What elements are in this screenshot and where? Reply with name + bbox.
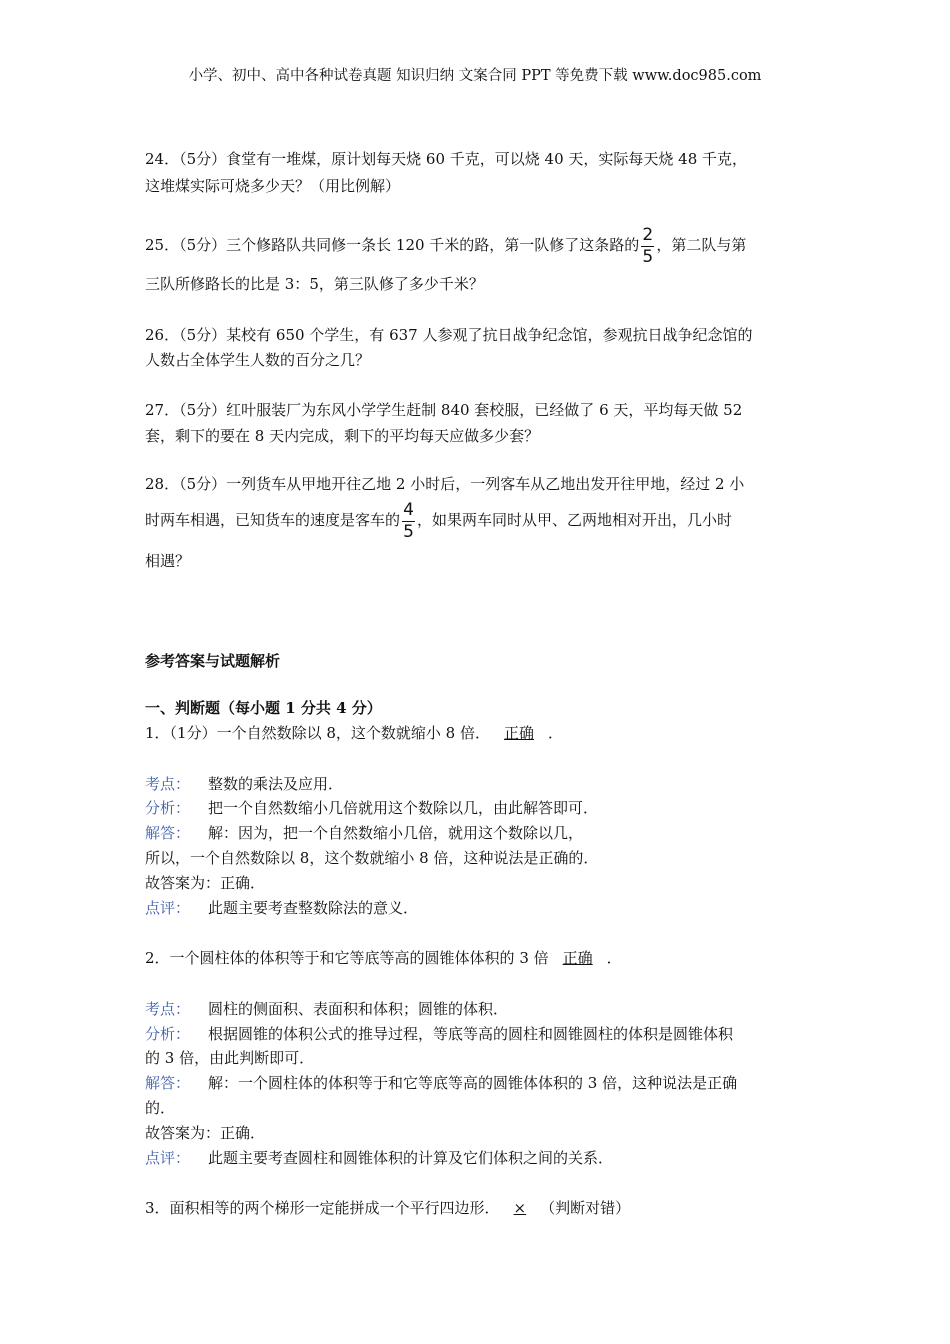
q28-text-a: 时两车相遇，已知货车的速度是客车的 (145, 511, 401, 529)
page-header: 小学、初中、高中各种试卷真题 知识归纳 文案合同 PPT 等免费下载 www.doc985.com (188, 68, 762, 84)
a1-jieda (145, 822, 583, 843)
q27-line2: 套，剩下的要在 8 天内完成，剩下的平均每天应做多少套？ (145, 427, 540, 445)
a2-kaodian (145, 998, 508, 1019)
answers-title: 参考答案与试题解析 (145, 652, 281, 670)
q25-fraction (641, 224, 654, 267)
q25-line2: 三队所修路长的比是 3：5，第三队修了多少千米？ (145, 275, 484, 293)
jieda-label: 解答： (145, 824, 191, 842)
q25-text-b: ，第二队与第 (656, 236, 747, 254)
a2-jieda-line3: 故答案为：正确． (145, 1124, 266, 1142)
fraction-denominator: 5 (403, 521, 414, 542)
a2-dianping (145, 1147, 613, 1168)
q25-text-a: 25．（5分）三个修路队共同修一条长 120 千米的路，第一队修了这条路的 (145, 236, 640, 254)
a1-answer: 正确 (503, 724, 534, 742)
a2-jieda (145, 1072, 737, 1093)
fenxi-label: 分析： (145, 1025, 191, 1043)
a2-question-text: 2．一个圆柱体的体积等于和它等底等高的圆锥体体积的 3 倍 (145, 949, 549, 967)
dianping-label: 点评： (145, 899, 191, 917)
a1-dianping (145, 897, 418, 918)
fraction-denominator: 5 (642, 246, 654, 267)
kaodian-label: 考点： (145, 775, 191, 793)
q28-text-b: ，如果两车同时从甲、乙两地相对开出，几小时 (417, 511, 733, 529)
q28-line1: 28．（5分）一列货车从甲地开往乙地 2 小时后，一列客车从乙地出发开往甲地，经过 2 小 (145, 475, 745, 493)
fenxi-label: 分析： (145, 799, 191, 817)
q27-line1: 27．（5分）红叶服装厂为东风小学学生赶制 840 套校服，已经做了 6 天，平均每天做 52 (145, 401, 743, 419)
a2-fenxi (145, 1023, 733, 1044)
q26-line2: 人数占全体学生人数的百分之几？ (145, 351, 371, 369)
dianping-label: 点评： (145, 1149, 191, 1167)
a1-jieda-line2: 所以，一个自然数除以 8，这个数就缩小 8 倍，这种说法是正确的． (145, 849, 599, 867)
a1-end: ． (548, 724, 564, 742)
a3-question (145, 1197, 630, 1218)
a1-kaodian (145, 773, 343, 794)
q24-line1: 24．（5分）食堂有一堆煤，原计划每天烧 60 千克，可以烧 40 天，实际每天烧 48 千克， (145, 150, 748, 168)
a2-jieda-text1: 解：一个圆柱体的体积等于和它等底等高的圆锥体体积的 3 倍，这种说法是正确 (208, 1074, 738, 1092)
a2-dianping-text: 此题主要考查圆柱和圆锥体积的计算及它们体积之间的关系． (208, 1149, 614, 1167)
q28-line3: 相遇？ (145, 552, 191, 570)
q24-line2: 这堆煤实际可烧多少天？（用比例解） (145, 177, 401, 195)
fraction-numerator: 4 (403, 499, 414, 520)
a3-end: （判断对错） (540, 1199, 631, 1217)
a1-jieda-text1: 解：因为，把一个自然数缩小几倍，就用这个数除以几， (208, 824, 584, 842)
a1-fenxi (145, 797, 598, 818)
a2-question (145, 947, 622, 968)
kaodian-label: 考点： (145, 1000, 191, 1018)
a1-jieda-line3: 故答案为：正确． (145, 874, 266, 892)
jieda-label: 解答： (145, 1074, 191, 1092)
a1-dianping-text: 此题主要考查整数除法的意义． (208, 899, 419, 917)
a2-jieda-line2: 的． (145, 1099, 176, 1117)
a3-question-text: 3．面积相等的两个梯形一定能拼成一个平行四边形． (145, 1199, 500, 1217)
q28-line2 (145, 501, 732, 541)
q25-line1 (145, 226, 746, 266)
a1-question-text: 1．（1分）一个自然数除以 8，这个数就缩小 8 倍． (145, 724, 490, 742)
a1-fenxi-text: 把一个自然数缩小几倍就用这个数除以几，由此解答即可． (208, 799, 599, 817)
q26-line1: 26．（5分）某校有 650 个学生，有 637 人参观了抗日战争纪念馆，参观抗日战争纪念馆的 (145, 326, 753, 344)
a2-fenxi-line2: 的 3 倍，由此判断即可． (145, 1049, 315, 1067)
q28-fraction (402, 499, 415, 542)
a3-answer: × (513, 1199, 527, 1217)
a1-question (145, 722, 563, 743)
a2-kaodian-text: 圆柱的侧面积、表面积和体积；圆锥的体积． (208, 1000, 509, 1018)
a2-end: ． (606, 949, 622, 967)
fraction-numerator: 2 (642, 224, 654, 245)
section1-title: 一、判断题（每小题 1 分共 4 分） (145, 699, 382, 717)
a2-answer: 正确 (562, 949, 593, 967)
a1-kaodian-text: 整数的乘法及应用． (208, 775, 344, 793)
a2-fenxi-text1: 根据圆锥的体积公式的推导过程，等底等高的圆柱和圆锥圆柱的体积是圆锥体积 (208, 1025, 734, 1043)
